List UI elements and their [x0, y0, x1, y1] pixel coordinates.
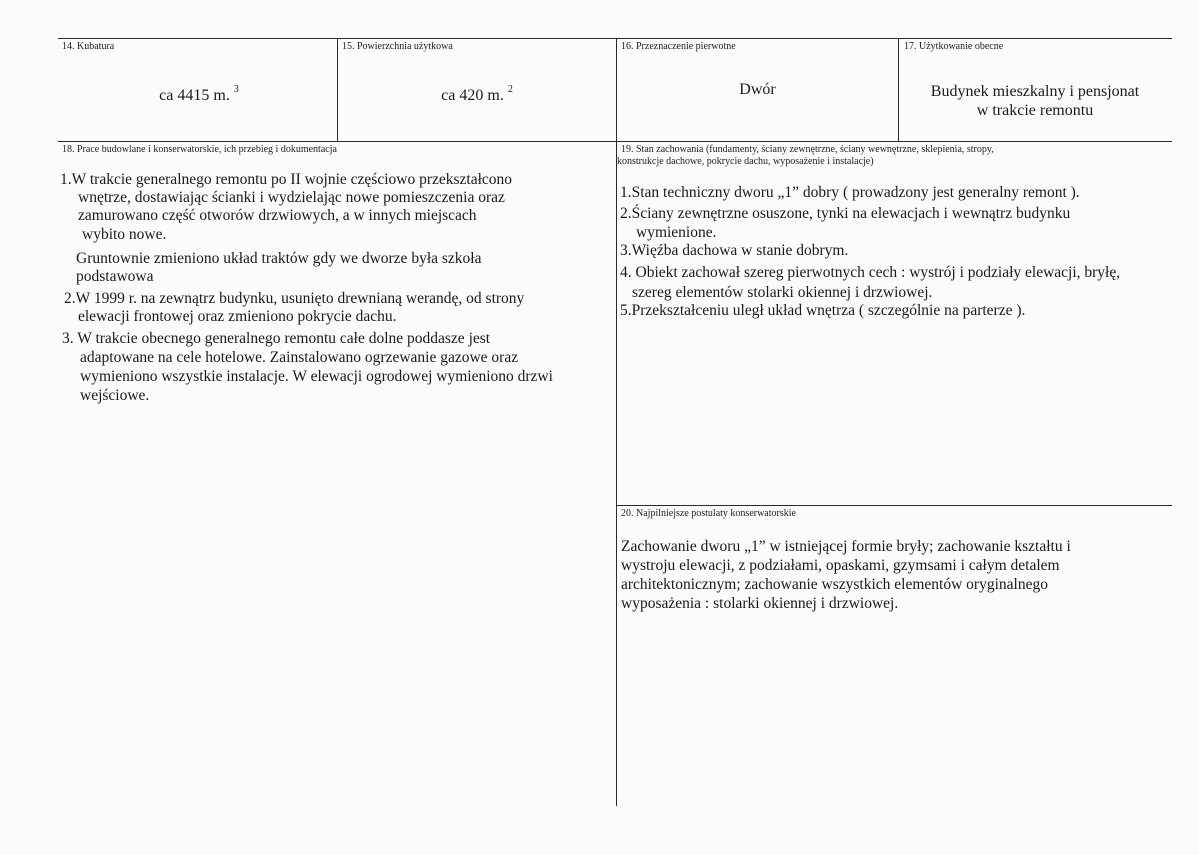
powierzchnia-unit-superscript: 2 — [507, 84, 513, 95]
postulaty-line: wyposażenia : stolarki okiennej i drzwiowej. — [621, 595, 899, 612]
prace-line: elewacji frontowej oraz zmieniono pokrycie dachu. — [78, 308, 397, 325]
prace-line: Gruntownie zmieniono układ traktów gdy we dworze była szkoła — [76, 250, 482, 267]
field-20-label: 20. Najpilniejsze postulaty konserwatorskie — [621, 508, 796, 519]
stan-line: 4. Obiekt zachował szereg pierwotnych cech : wystrój i podziały elewacji, bryłę, — [620, 264, 1121, 281]
stan-line: 5.Przekształceniu uległ układ wnętrza ( szczególnie na parterze ). — [620, 302, 1026, 319]
stan-line: 1.Stan techniczny dworu „1” dobry ( prowadzony jest generalny remont ). — [620, 184, 1080, 201]
top-border — [58, 38, 1172, 39]
stan-line: 3.Więźba dachowa w stanie dobrym. — [620, 242, 849, 259]
field-18-label: 18. Prace budowlane i konserwatorskie, ich przebieg i dokumentacja — [62, 144, 337, 155]
prace-line: wejściowe. — [80, 387, 150, 404]
prace-line: adaptowane na cele hotelowe. Zainstalowano ogrzewanie gazowe oraz — [80, 349, 519, 366]
prace-line: zamurowano część otworów drzwiowych, a w innych miejscach — [78, 207, 477, 224]
prace-line: 1.W trakcie generalnego remontu po II wojnie częściowo przekształcono — [60, 171, 513, 188]
postulaty-line: Zachowanie dworu „1” w istniejącej formie bryły; zachowanie kształtu i — [621, 538, 1071, 555]
field-14-value — [60, 80, 338, 105]
section-19-20-divider — [616, 505, 1172, 506]
prace-line: 3. W trakcie obecnego generalnego remontu całe dolne poddasze jest — [62, 330, 491, 347]
stan-line: wymienione. — [636, 224, 717, 241]
kubatura-unit-superscript: 3 — [233, 84, 239, 95]
prace-line: podstawowa — [76, 268, 154, 285]
field-17-label: 17. Użytkowanie obecne — [904, 41, 1004, 52]
prace-line: wybito nowe. — [82, 226, 167, 243]
divider-main — [616, 38, 617, 806]
prace-line: wymieniono wszystkie instalacje. W elewacji ogrodowej wymieniono drzwi — [80, 368, 553, 385]
field-19-label: 19. Stan zachowania (fundamenty, ściany zewnętrzne, ściany wewnętrzne, sklepienia, stropy, — [621, 144, 994, 155]
postulaty-line: wystroju elewacji, z podziałami, opaskami, gzymsami i całym detalem — [621, 557, 1060, 574]
field-19-label-continued: konstrukcje dachowe, pokrycie dachu, wyposażenie i instalacje) — [617, 156, 874, 167]
kubatura-value: ca 4415 m. — [159, 87, 230, 104]
prace-line: wnętrze, dostawiając ścianki i wydzielając nowe pomieszczenia oraz — [78, 189, 505, 206]
field-16-value: Dwór — [739, 81, 776, 98]
field-15-value — [338, 80, 616, 105]
postulaty-line: architektonicznym; zachowanie wszystkich elementów oryginalnego — [621, 576, 1048, 593]
field-16-label: 16. Przeznaczenie pierwotne — [621, 41, 736, 52]
field-14-label: 14. Kubatura — [62, 41, 115, 52]
field-17-value — [899, 82, 1171, 120]
field-15-label: 15. Powierzchnia użytkowa — [342, 41, 453, 52]
powierzchnia-value: ca 420 m. — [441, 87, 504, 104]
stan-line: 2.Ściany zewnętrzne osuszone, tynki na elewacjach i wewnątrz budynku — [620, 205, 1071, 222]
uzytkowanie-line: Budynek mieszkalny i pensjonat — [930, 83, 1140, 100]
prace-line: 2.W 1999 r. na zewnątrz budynku, usunięto drewnianą werandę, od strony — [64, 290, 525, 307]
row1-bottom-border — [58, 141, 1172, 142]
stan-line: szereg elementów stolarki okiennej i drzwiowej. — [632, 284, 933, 301]
uzytkowanie-line: w trakcie remontu — [976, 102, 1094, 119]
